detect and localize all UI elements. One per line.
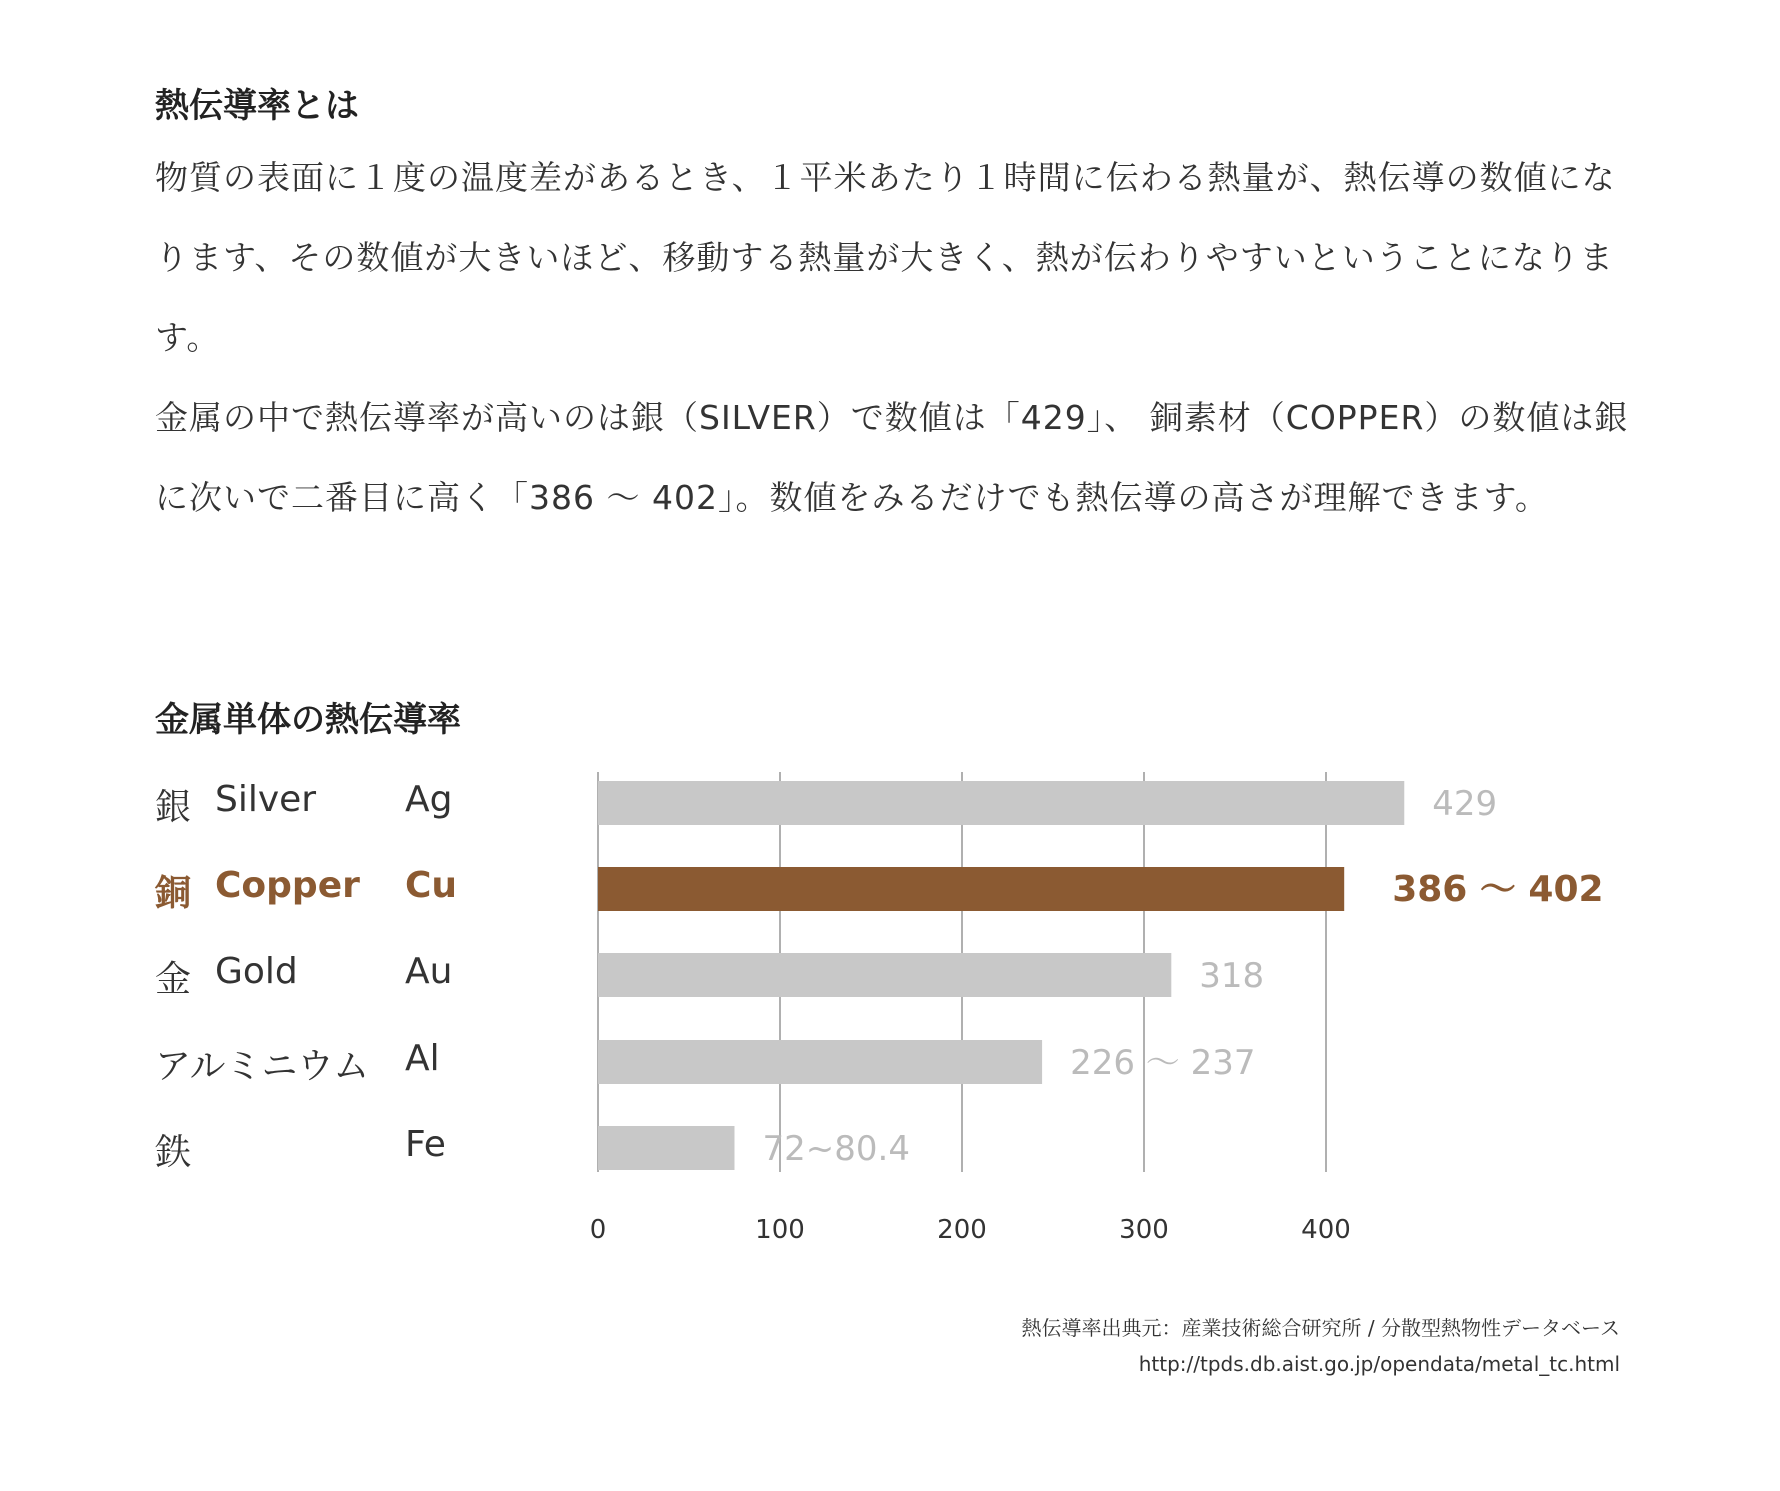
row-name-jp-fe: 鉄 — [155, 1132, 192, 1173]
bar-ag — [598, 781, 1404, 825]
row-symbol-au: Au — [405, 951, 453, 992]
x-tick-label: 200 — [937, 1215, 987, 1245]
row-symbol-cu: Cu — [405, 865, 458, 906]
x-tick-label: 100 — [755, 1215, 805, 1245]
value-label-au: 318 — [1199, 956, 1265, 996]
bar-fe — [598, 1126, 735, 1170]
value-label-ag: 429 — [1432, 784, 1498, 824]
chart-heading: 金属単体の熱伝導率 — [155, 700, 461, 740]
row-name-jp-au: 金 — [155, 959, 192, 1000]
row-name-en-au: Gold — [215, 951, 298, 992]
x-tick-label: 400 — [1301, 1215, 1351, 1245]
row-name-jp-cu: 銅 — [155, 873, 192, 914]
value-label-fe: 72~80.4 — [762, 1129, 910, 1169]
value-label-cu: 386 ～ 402 — [1392, 869, 1604, 910]
intro-heading: 熱伝導率とは — [155, 86, 359, 126]
intro-paragraph-1: 物質の表面に１度の温度差があるとき、１平米あたり１時間に伝わる熱量が、熱伝導の数値になります、その数値が大きいほど、移動する熱量が大きく、熱が伝わりやすいということになります。 — [155, 158, 1616, 357]
bar-au — [598, 953, 1171, 997]
bar-al — [598, 1040, 1042, 1084]
row-symbol-al: Al — [405, 1038, 440, 1079]
row-name-jp-ag: 銀 — [155, 787, 192, 828]
value-label-al: 226 ～ 237 — [1070, 1043, 1256, 1083]
row-name-jp-al: アルミニウム — [155, 1046, 370, 1087]
row-symbol-fe: Fe — [405, 1124, 446, 1165]
bar-cu — [598, 867, 1344, 911]
source-credit: 熱伝導率出典元：産業技術総合研究所 / 分散型熱物性データベース — [1021, 1316, 1620, 1340]
x-tick-label: 300 — [1119, 1215, 1169, 1245]
source-url[interactable]: http://tpds.db.aist.go.jp/opendata/metal_tc.html — [1138, 1352, 1620, 1376]
row-name-en-cu: Copper — [215, 865, 360, 906]
x-tick-label: 0 — [589, 1215, 607, 1245]
row-symbol-ag: Ag — [405, 779, 453, 820]
intro-paragraph-2: 金属の中で熱伝導率が高いのは銀（SILVER）で数値は「429」、 銅素材（COPPER）の数値は銀に次いで二番目に高く「386 ～ 402」。数値をみるだけでも熱伝導の高さが理解できます。 — [155, 398, 1629, 517]
row-name-en-ag: Silver — [215, 779, 317, 820]
